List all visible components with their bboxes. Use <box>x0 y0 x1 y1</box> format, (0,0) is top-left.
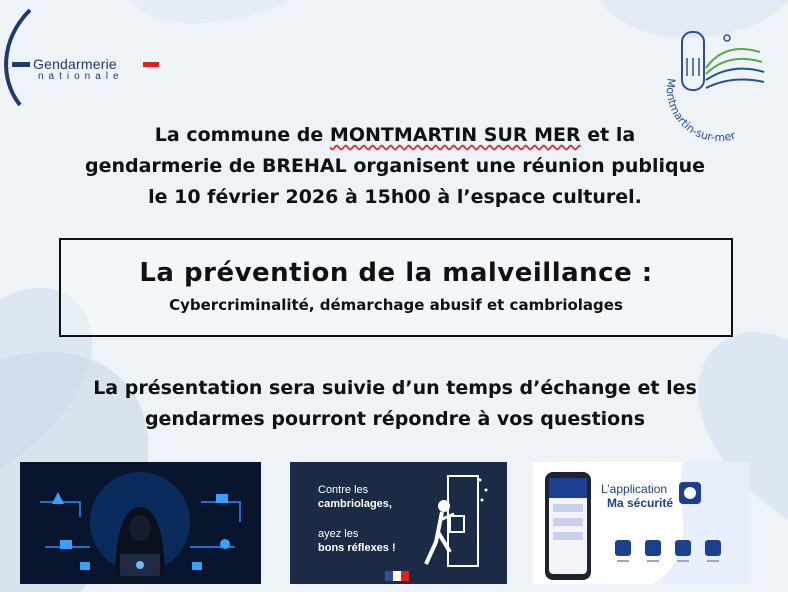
app-title-line-1: L’application <box>601 482 668 496</box>
closing-text <box>40 373 750 435</box>
french-flag-icon <box>385 571 409 581</box>
intro-line-3: le 10 février 2026 à 15h00 à l’espace culturel. <box>148 186 642 208</box>
intro-text <box>50 120 740 213</box>
burglar-door-icon <box>420 472 500 577</box>
cambriolage-line-1: Contre les <box>318 484 369 496</box>
highlight-title: La prévention de la malveillance : <box>139 258 653 288</box>
closing-line-1: La présentation sera suivie d’un temps d’échange et les <box>93 377 697 399</box>
gendarmerie-logo-text: Gendarmerie <box>33 56 117 72</box>
gendarmerie-logo-subtext: nationale <box>38 71 124 82</box>
intro-line-1-start: La commune de <box>154 124 330 146</box>
cambriolage-line-4: bons réflexes ! <box>318 542 396 554</box>
ma-securite-app-poster <box>533 462 749 584</box>
app-background-icon <box>533 462 749 584</box>
cambriolage-line-3: ayez les <box>318 528 359 540</box>
gendarmerie-logo <box>0 0 170 112</box>
intro-town-name: MONTMARTIN SUR MER <box>329 124 581 146</box>
closing-line-2: gendarmes pourront répondre à vos questions <box>144 408 646 430</box>
hacker-illustration-icon <box>20 462 261 584</box>
intro-line-1 <box>50 120 740 151</box>
app-title-line-2: Ma sécurité <box>607 496 674 510</box>
highlight-box <box>59 238 733 337</box>
intro-line-2: gendarmerie de BREHAL organisent une réunion publique <box>84 155 706 177</box>
highlight-subtitle: Cybercriminalité, démarchage abusif et cambriolages <box>169 296 623 314</box>
town-logo-text: Montmartin-sur-mer <box>663 77 738 145</box>
cambriolage-poster <box>290 462 507 584</box>
cyber-image <box>20 462 261 584</box>
cambriolage-line-2: cambriolages, <box>318 498 392 510</box>
intro-line-1-end: et la <box>580 124 636 146</box>
